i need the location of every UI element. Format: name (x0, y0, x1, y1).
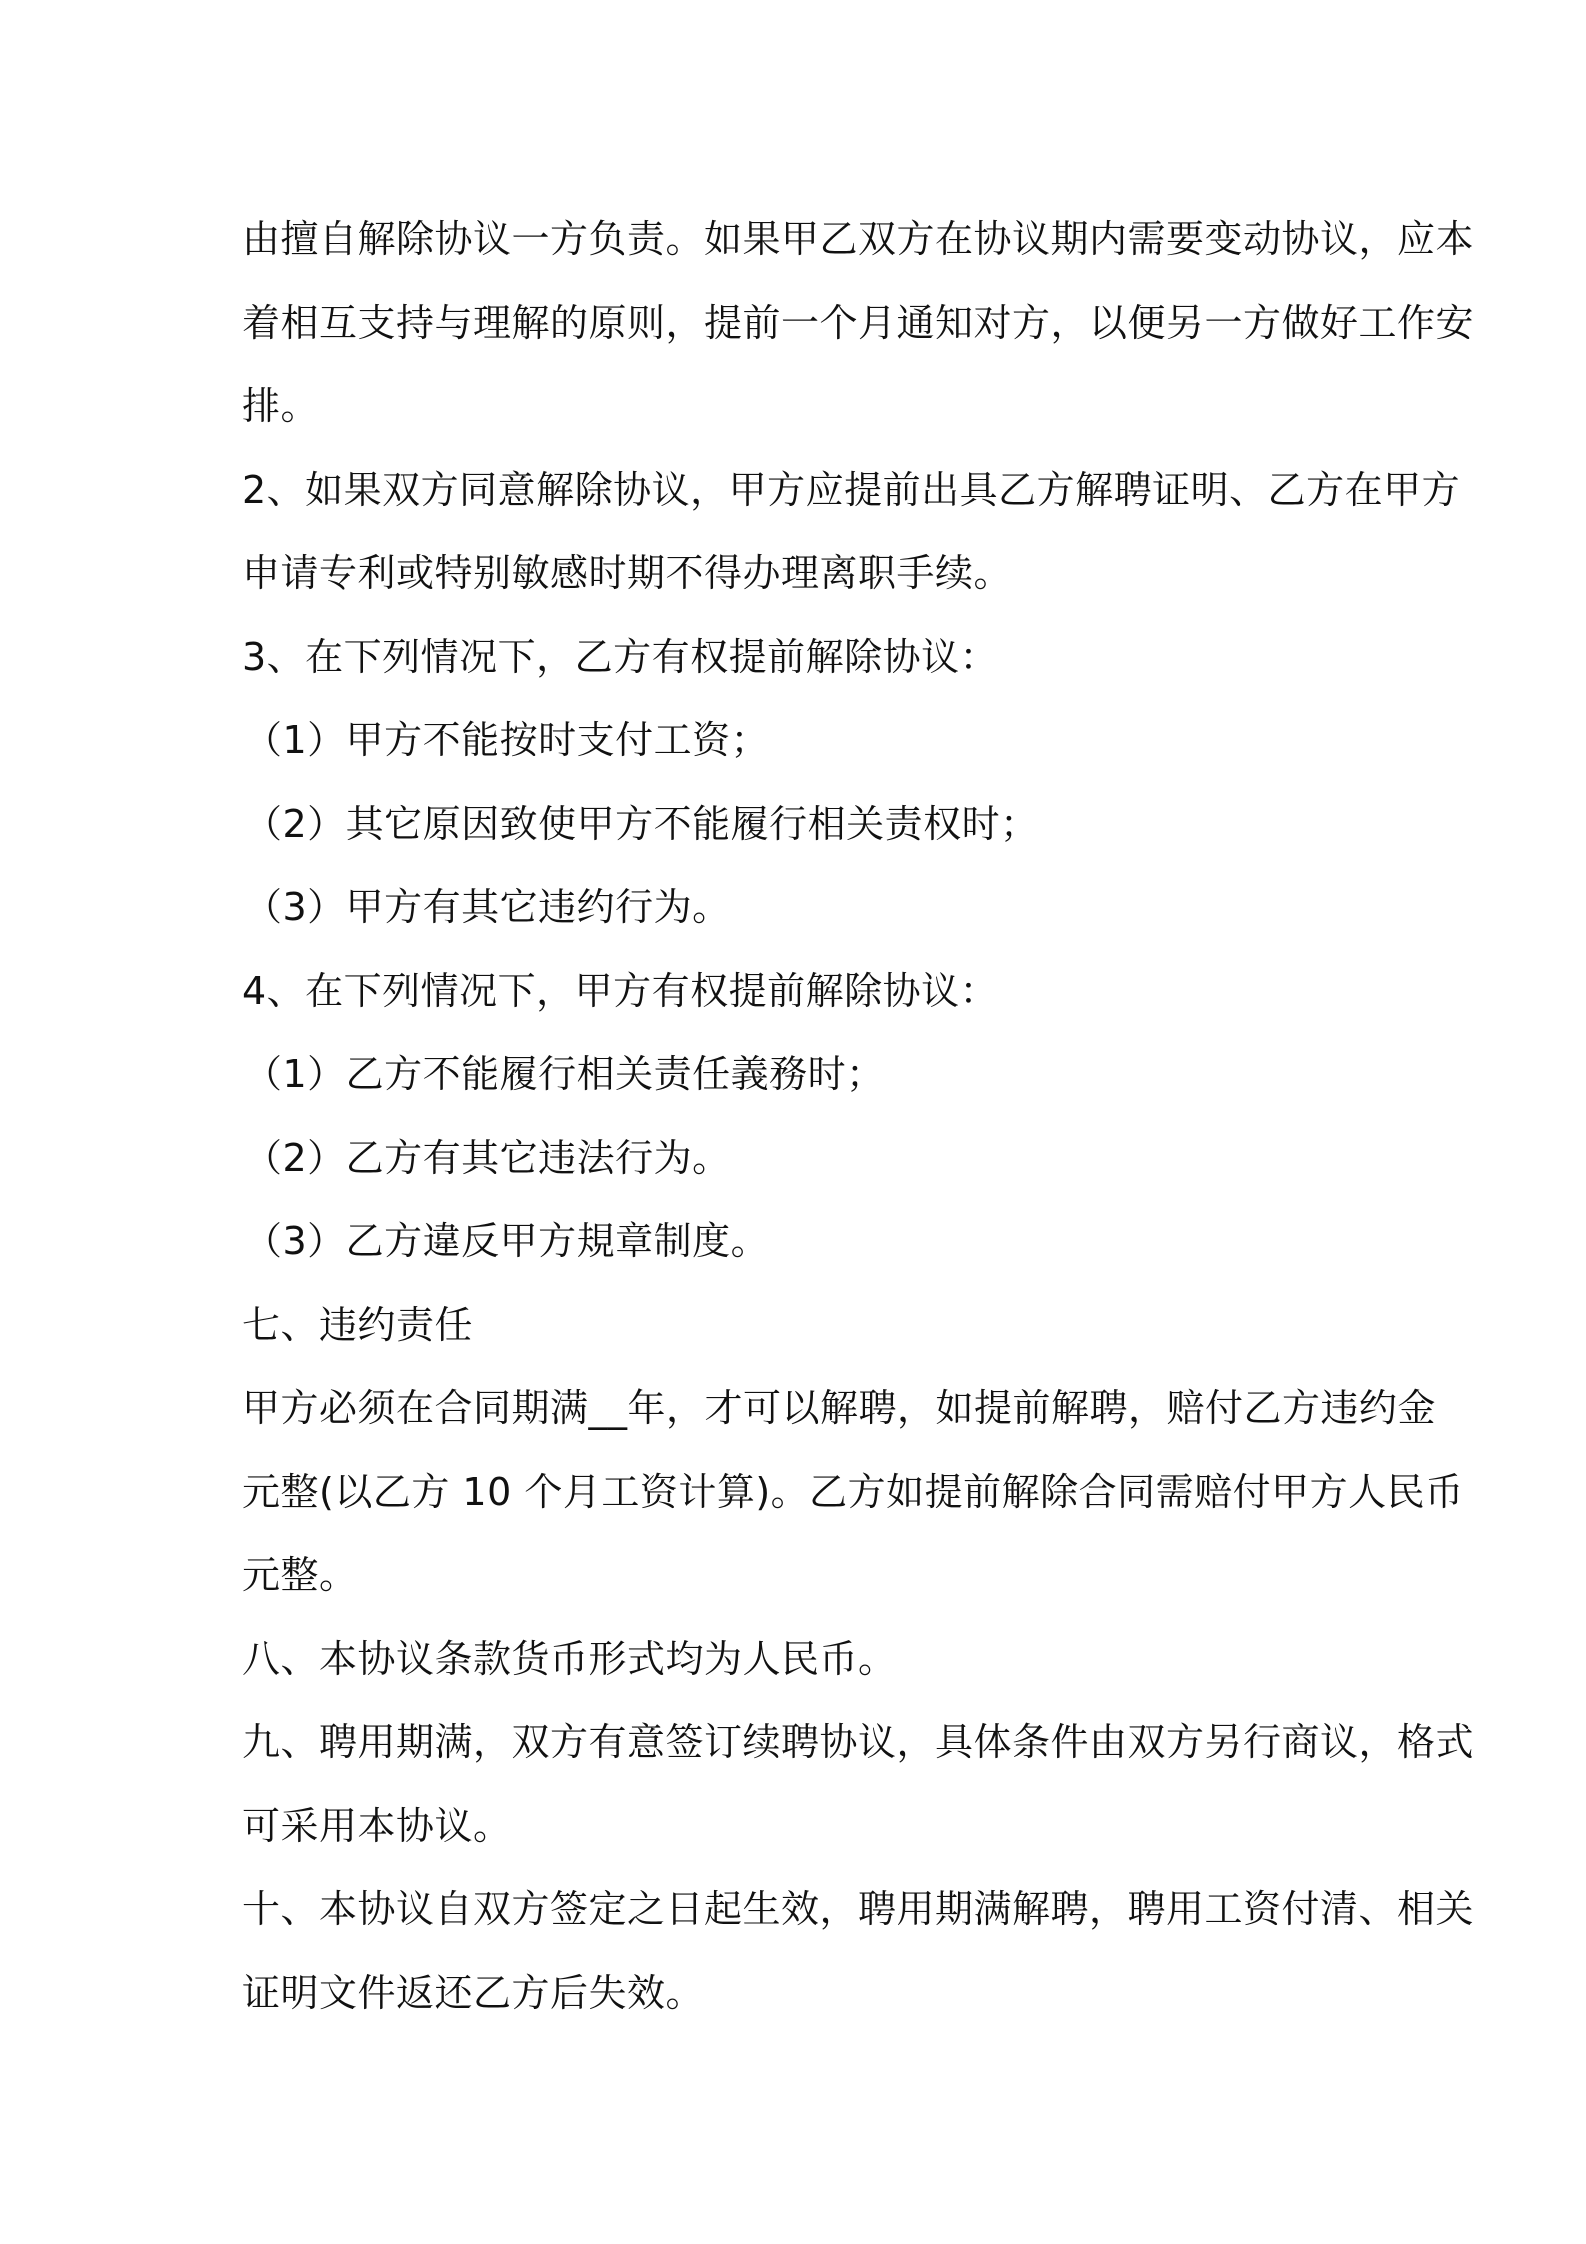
section-line: 九、聘用期满，双方有意签订续聘协议，具体条件由双方另行商议，格式 (242, 1720, 1475, 1764)
subclause-line: （3）乙方違反甲方規章制度。 (244, 1219, 770, 1263)
paragraph-line: 排。 (242, 384, 320, 428)
section-line: 八、本协议条款货币形式均为人民币。 (242, 1636, 897, 1681)
paragraph-line: 甲方必须在合同期满__年，才可以解聘，如提前解聘，赔付乙方违约金 (242, 1386, 1437, 1430)
subclause-line: （1）甲方不能按时支付工资； (244, 718, 770, 762)
subclause-line: （3）甲方有其它违约行为。 (244, 885, 731, 929)
subclause-line: （2）乙方有其它违法行为。 (244, 1135, 731, 1180)
paragraph-line: 元整(以乙方 10 个月工资计算)。乙方如提前解除合同需赔付甲方人民币 (242, 1469, 1464, 1514)
clause-line: 申请专利或特别敏感时期不得办理离职手续。 (242, 551, 1013, 595)
subclause-line: （2）其它原因致使甲方不能履行相关责权时； (244, 801, 1039, 846)
section-line: 十、本协议自双方签定之日起生效，聘用期满解聘，聘用工资付清、相关 (242, 1887, 1475, 1931)
section-line: 证明文件返还乙方后失效。 (242, 1970, 705, 2015)
section-line: 可采用本协议。 (242, 1803, 512, 1848)
clause-line: 2、如果双方同意解除协议，甲方应提前出具乙方解聘证明、乙方在甲方 (242, 467, 1461, 512)
document-body (242, 198, 1475, 2035)
subclause-line: （1）乙方不能履行相关责任義務时； (244, 1052, 885, 1096)
paragraph-line: 由擅自解除协议一方负责。如果甲乙双方在协议期内需要变动协议，应本 (242, 217, 1475, 261)
paragraph-line: 元整。 (242, 1553, 358, 1597)
clause-line: 4、在下列情况下，甲方有权提前解除协议： (242, 968, 999, 1013)
clause-line: 3、在下列情况下，乙方有权提前解除协议： (242, 634, 999, 679)
section-heading: 七、违约责任 (242, 1302, 474, 1347)
paragraph-line: 着相互支持与理解的原则，提前一个月通知对方，以便另一方做好工作安 (242, 300, 1475, 345)
